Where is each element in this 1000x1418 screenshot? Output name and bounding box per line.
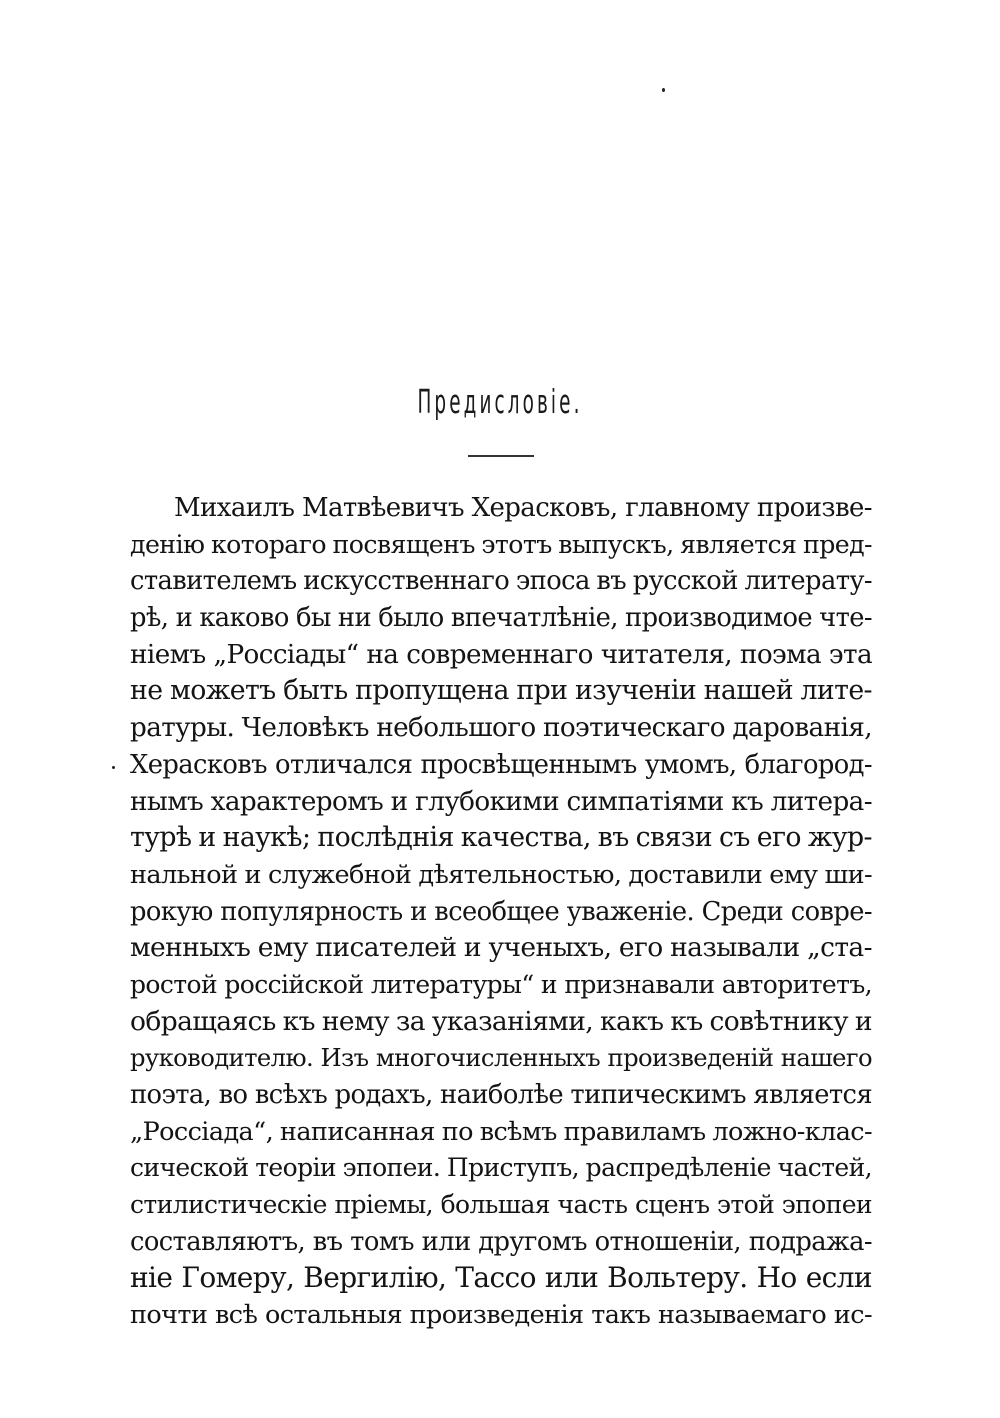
text-line: нымъ характеромъ и глубокими симпатіями къ литера- xyxy=(130,786,872,817)
preface-paragraph xyxy=(130,490,872,1334)
text-line: почти всѣ остальныя произведенія такъ называемаго ис- xyxy=(130,1300,872,1331)
text-line: денію котораго посвященъ этотъ выпускъ, является пред- xyxy=(130,529,872,559)
text-line: рѣ, и каково бы ни было впечатлѣніе, производимое чте- xyxy=(130,603,872,634)
text-line: Херасковъ отличался просвѣщеннымъ умомъ, благород- xyxy=(130,749,872,780)
title-divider xyxy=(468,455,534,457)
text-line: ростой россійской литературы“ и признавали авторитетъ, xyxy=(130,969,872,999)
text-line: составляютъ, въ томъ или другомъ отношеніи, подража- xyxy=(130,1226,872,1257)
text-line: рокую популярность и всеобщее уваженіе. Среди совре- xyxy=(130,896,872,927)
text-line: стилистическіе пріемы, большая часть сценъ этой эпопеи xyxy=(130,1190,872,1220)
text-line: сической теоріи эпопеи. Приступъ, распредѣленіе частей, xyxy=(130,1153,872,1183)
text-line: руководителю. Изъ многочисленныхъ произведеній нашего xyxy=(130,1043,872,1073)
text-line: менныхъ ему писателей и ученыхъ, его называли „ста- xyxy=(130,932,872,964)
text-line: „Россіада“, написанная по всѣмъ правиламъ ложно-клас- xyxy=(130,1116,872,1147)
ink-speck xyxy=(662,88,665,92)
page-title: Предисловіе. xyxy=(417,382,583,421)
text-line: ніемъ „Россіады“ на современнаго читателя, поэма эта xyxy=(130,639,872,670)
text-line: не можетъ быть пропущена при изученіи нашей лите- xyxy=(130,675,872,707)
text-line: Михаилъ Матвѣевичъ Херасковъ, главному произве- xyxy=(174,493,872,523)
text-line: нальной и служебной дѣятельностью, доставили ему ши- xyxy=(130,859,872,890)
text-line: ніе Гомеру, Вергилію, Тассо или Вольтеру. Но если xyxy=(130,1261,872,1295)
text-line: ставителемъ искусственнаго эпоса въ русской литерату- xyxy=(130,566,872,597)
text-line: ратуры. Человѣкъ небольшого поэтическаго дарованія, xyxy=(130,713,872,744)
text-line: поэта, во всѣхъ родахъ, наиболѣе типическимъ является xyxy=(130,1080,872,1110)
text-line: турѣ и наукѣ; послѣднія качества, въ связи съ его жур- xyxy=(130,822,872,854)
text-line: обращаясь къ нему за указаніями, какъ къ совѣтнику и xyxy=(130,1005,872,1037)
ink-speck xyxy=(112,766,115,769)
